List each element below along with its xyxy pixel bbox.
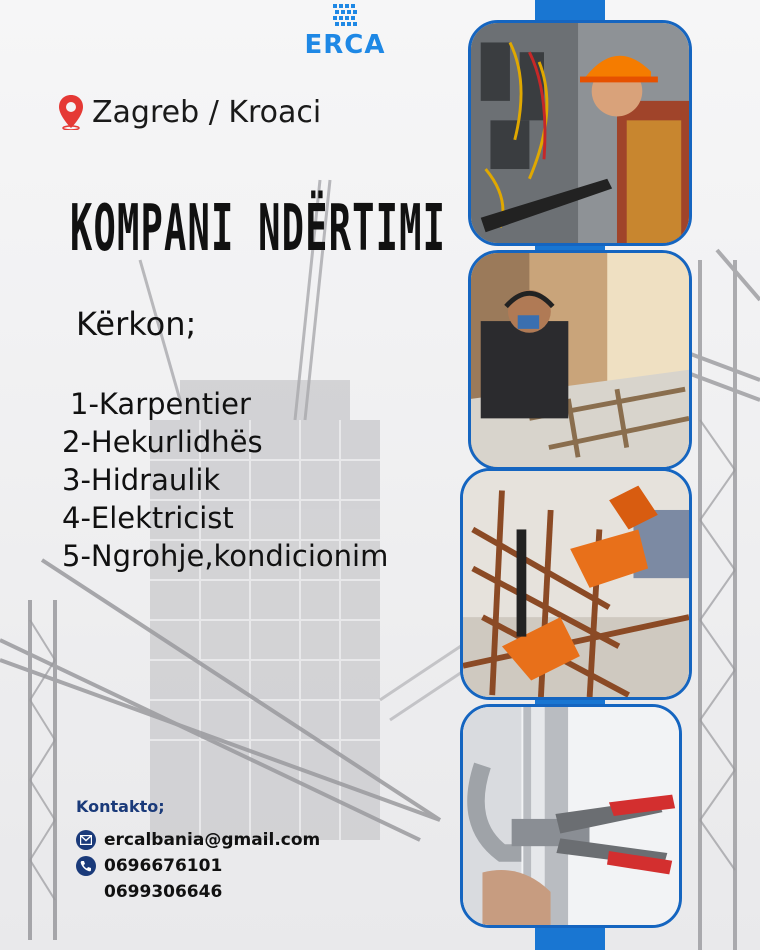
electrician-photo [468,20,692,246]
carpenter-photo [468,250,692,470]
phone-text-2[interactable]: 0699306646 [104,882,223,902]
list-item: 1-Karpentier [70,387,251,421]
list-item: 5-Ngrohje,kondicionim [62,539,389,573]
list-item: 2-Hekurlidhës [62,425,263,459]
email-text[interactable]: ercalbania@gmail.com [104,830,321,850]
rebar-worker-photo [460,468,692,700]
job-list [62,385,388,575]
envelope-icon [76,830,96,850]
headline: KOMPANI NDËRTIMI [70,192,447,266]
location-text: Zagreb / Kroaci [92,94,322,130]
subheading: Kërkon; [76,305,197,343]
email-row [76,830,320,850]
plumber-photo [460,704,682,928]
phone-row-2 [104,882,222,902]
map-pin-icon [58,94,84,130]
phone-icon [76,856,96,876]
location [58,94,321,130]
logo-text: ERCA [304,30,386,60]
erca-logo [300,2,390,68]
phone-text-1[interactable]: 0696676101 [104,856,223,876]
list-item: 4-Elektricist [62,501,234,535]
building-grid-icon [330,2,360,32]
contact-title: Kontakto; [76,797,165,816]
list-item: 3-Hidraulik [62,463,221,497]
phone-row [76,856,222,876]
